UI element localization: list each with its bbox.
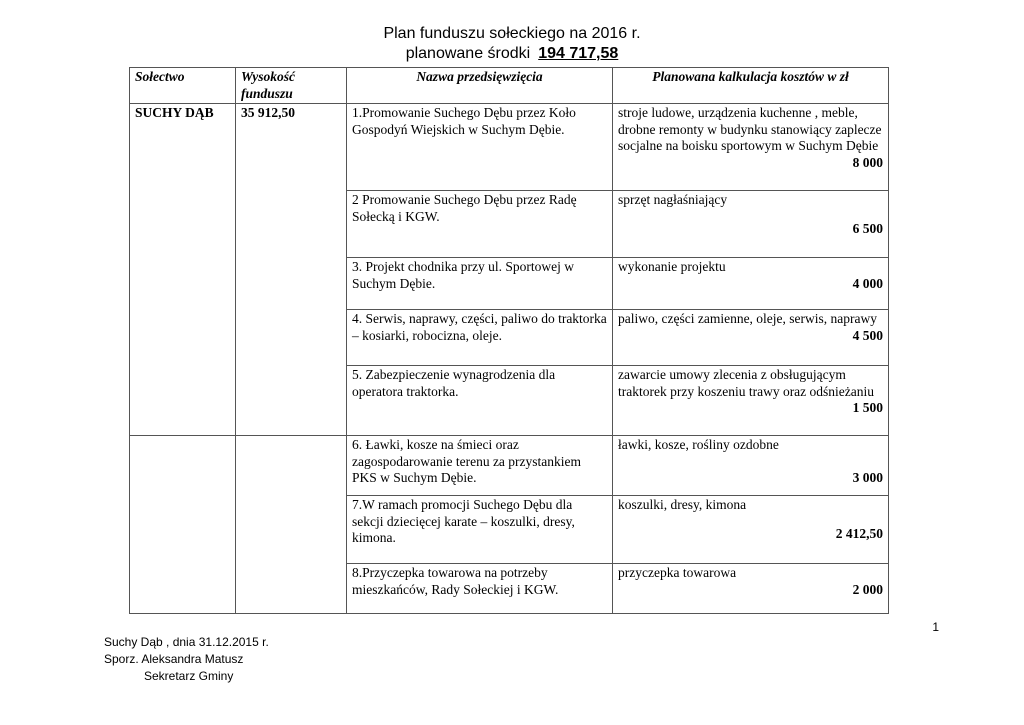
cost-amount: 8 000 <box>852 154 883 170</box>
cost-description: paliwo, części zamienne, oleje, serwis, naprawy <box>618 311 878 326</box>
header-kalkulacja: Planowana kalkulacja kosztów w zł <box>613 68 889 104</box>
footer-date: Suchy Dąb , dnia 31.12.2015 r. <box>104 635 269 649</box>
title-line-1: Plan funduszu sołeckiego na 2016 r. <box>383 25 641 42</box>
cost-amount: 3 000 <box>852 469 883 485</box>
cost-amount: 2 000 <box>852 581 883 597</box>
cost-amount: 6 500 <box>852 220 883 236</box>
task-name: 6. Ławki, kosze na śmieci oraz zagospodarowanie terenu za przystankiem PKS w Suchym Dębie. <box>347 436 613 496</box>
cost-cell <box>613 366 889 436</box>
task-name: 7.W ramach promocji Suchego Dębu dla sekcji dziecięcej karate – koszulki, dresy, kimona. <box>347 496 613 564</box>
task-name: 2 Promowanie Suchego Dębu przez Radę Sołecką i KGW. <box>347 191 613 258</box>
task-name: 3. Projekt chodnika przy ul. Sportowej w Suchym Dębie. <box>347 258 613 310</box>
cost-description: sprzęt nagłaśniający <box>618 192 728 207</box>
cost-amount: 4 000 <box>852 275 883 291</box>
task-name: 8.Przyczepka towarowa na potrzeby mieszkańców, Rady Sołeckiej i KGW. <box>347 564 613 614</box>
task-name: 5. Zabezpieczenie wynagrodzenia dla operatora traktorka. <box>347 366 613 436</box>
fund-plan-table <box>129 67 889 614</box>
cost-cell <box>613 104 889 191</box>
planned-funds-amount: 194 717,58 <box>538 45 619 62</box>
empty-cell <box>130 436 236 614</box>
table-row <box>130 436 889 496</box>
cost-description: stroje ludowe, urządzenia kuchenne , meble, drobne remonty w budynku stanowiący zaplecze socjalne na boisku sportowym w Suchym Dębie <box>618 105 882 153</box>
cost-cell <box>613 258 889 310</box>
cost-description: zawarcie umowy zlecenia z obsługującym traktorek przy koszeniu trawy oraz odśnieżaniu <box>618 367 875 399</box>
cost-description: koszulki, dresy, kimona <box>618 497 747 512</box>
cost-cell <box>613 310 889 366</box>
cost-description: przyczepka towarowa <box>618 565 737 580</box>
cost-description: ławki, kosze, rośliny ozdobne <box>618 437 779 452</box>
footer <box>104 634 269 685</box>
cost-description: wykonanie projektu <box>618 259 726 274</box>
planned-funds-label: planowane środki <box>405 45 531 62</box>
cost-amount: 2 412,50 <box>835 525 883 541</box>
fund-amount-cell: 35 912,50 <box>236 104 347 436</box>
table-row <box>130 104 889 191</box>
table-header-row <box>130 68 889 104</box>
header-solectwo: Sołectwo <box>130 68 236 104</box>
document-title <box>0 24 1024 64</box>
empty-cell <box>236 436 347 614</box>
cost-cell <box>613 436 889 496</box>
cost-amount: 4 500 <box>852 327 883 343</box>
cost-cell <box>613 564 889 614</box>
solectwo-name-cell: SUCHY DĄB <box>130 104 236 436</box>
header-nazwa: Nazwa przedsięwzięcia <box>347 68 613 104</box>
cost-amount: 1 500 <box>852 400 883 415</box>
page-number: 1 <box>932 620 939 634</box>
task-name: 1.Promowanie Suchego Dębu przez Koło Gospodyń Wiejskich w Suchym Dębie. <box>347 104 613 191</box>
cost-cell <box>613 191 889 258</box>
header-wysokosc: Wysokość funduszu <box>236 68 347 104</box>
footer-author: Sporz. Aleksandra Matusz <box>104 652 244 666</box>
task-name: 4. Serwis, naprawy, części, paliwo do traktorka – kosiarki, robocizna, oleje. <box>347 310 613 366</box>
title-line-2 <box>0 44 1024 64</box>
cost-cell <box>613 496 889 564</box>
footer-role: Sekretarz Gminy <box>144 669 234 683</box>
